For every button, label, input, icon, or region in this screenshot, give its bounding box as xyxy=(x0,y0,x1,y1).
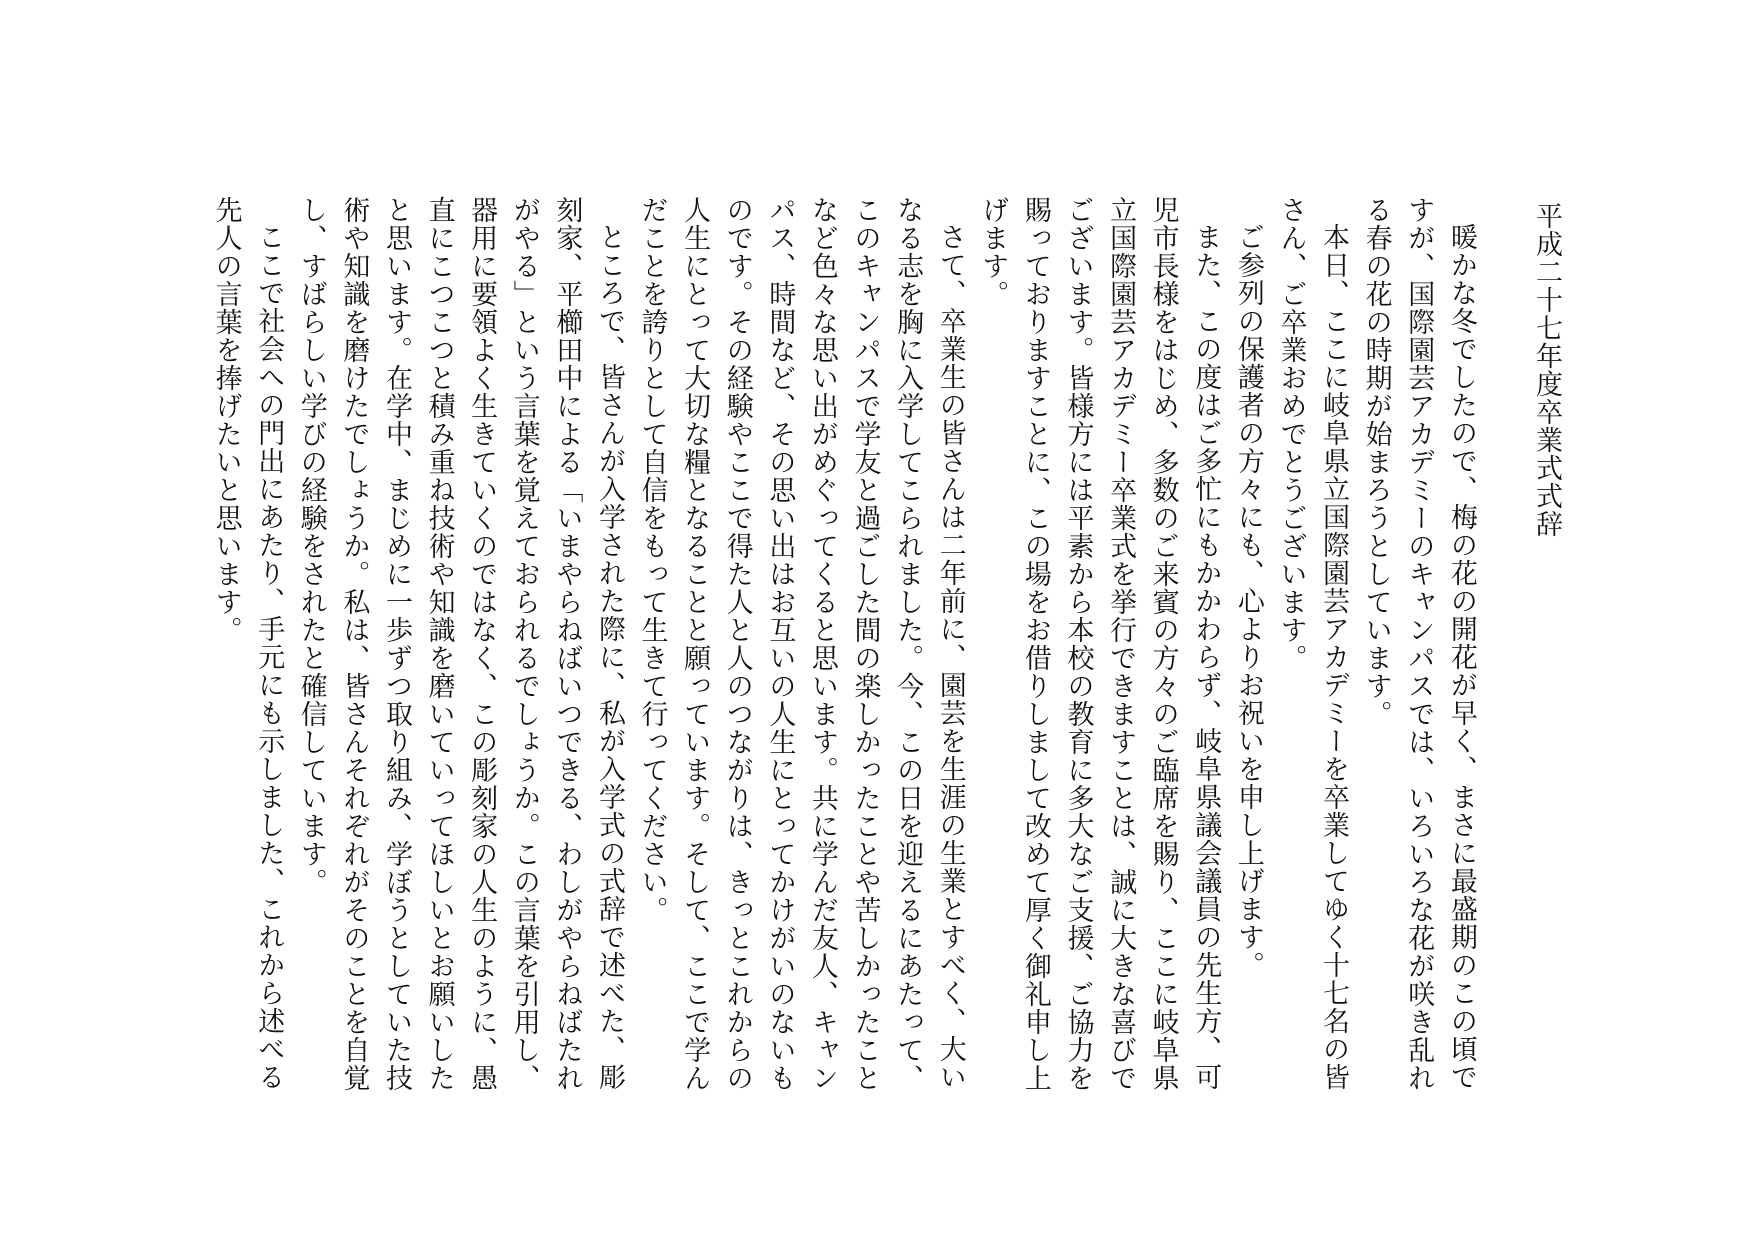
paragraph-guests: また、この度はご多忙にもかかわらず、岐阜県議会議員の先生方、可児市長様をはじめ、多数のご来賓の方々のご臨席を賜り、ここに岐阜県立国際園芸アカデミー卒業式を挙行できますことは、誠に大きな喜びでございます。皆様方には平素から本校の教育に多大なご支援、ご協力を賜っておりますことに、この場をお借りしまして改めて厚く御礼申し上げます。 xyxy=(977,196,1222,1092)
speech-document xyxy=(204,196,1567,1096)
paragraph-memories: さて、卒業生の皆さんは二年前に、園芸を生涯の生業とすべく、大いなる志を胸に入学してこられました。今、この日を迎えるにあたって、このキャンパスで学友と過ごした間の楽しかったことや苦しかったことなど色々な思い出がめぐってくると思います。共に学んだ友人、キャンパス、時間など、その思い出はお互いの人生にとってかけがいのないものです。その経験やここで得た人と人のつながりは、きっとこれからの人生にとって大切な糧となることと願っています。そして、ここで学んだことを誇りとして自信をもって生きて行ってください。 xyxy=(636,196,966,1092)
paragraph-sculptor-quote: ところで、皆さんが入学された際に、私が入学式の式辞で述べた、彫刻家、平櫛田中による「いまやらねばいつできる、わしがやらねばたれがやる」という言葉を覚えておられるでしょうか。この言葉を引用し、器用に要領よく生きていくのではなく、この彫刻家の人生のように、愚直にこつこつと積み重ね技術や知識を磨いていってほしいとお願いしたと思います。在学中、まじめに一歩ずつ取り組み、学ぼうとしていた技術や知識を磨けたでしょうか。私は、皆さんそれぞれがそのことを自覚し、すばらしい学びの経験をされたと確信しています。 xyxy=(295,196,625,1092)
paragraph-opening: 暖かな冬でしたので、梅の花の開花が早く、まさに最盛期のこの頃ですが、国際園芸アカデミーのキャンパスでは、いろいろな花が咲き乱れる春の花の時期が始まろうとしています。 xyxy=(1360,196,1477,1092)
paragraph-congratulations: 本日、ここに岐阜県立国際園芸アカデミーを卒業してゆく十七名の皆さん、ご卒業おめでとうございます。 xyxy=(1275,196,1350,1091)
document-title: 平成二十七年度卒業式式辞 xyxy=(1531,202,1562,538)
paragraph-guardians: ご参列の保護者の方々にも、心よりお祝いを申し上げます。 xyxy=(1232,223,1264,979)
paragraph-closing: ここで社会への門出にあたり、手元にも示しました、これから述べる先人の言葉を捧げたいと思います。 xyxy=(210,196,285,1091)
